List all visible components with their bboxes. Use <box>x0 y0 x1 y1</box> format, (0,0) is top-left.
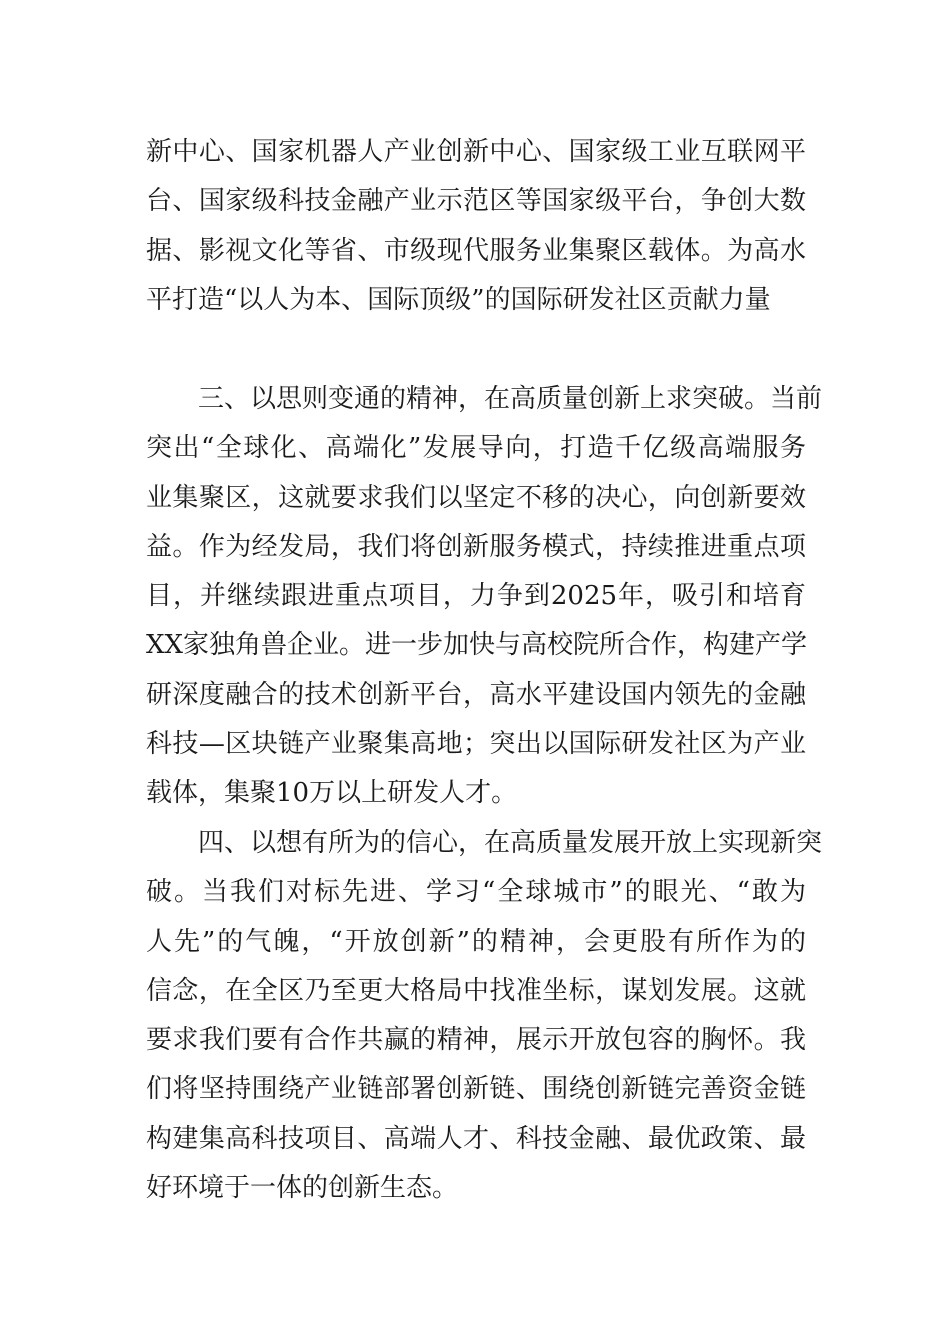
text-line: 要求我们要有合作共赢的精神，展示开放包容的胸怀。我 <box>146 1025 806 1056</box>
paragraph-continued <box>146 128 806 325</box>
text-line: 研深度融合的技术创新平台，高水平建设国内领先的金融 <box>146 679 806 710</box>
paragraph-section-4 <box>146 819 823 1213</box>
text-line: 人先”的气魄，“开放创新”的精神，会更股有所作为的 <box>146 926 806 957</box>
text-line: 破。当我们对标先进、学习“全球城市”的眼光、“敢为 <box>146 877 806 908</box>
text-line: 们将坚持围绕产业链部署创新链、围绕创新链完善资金链 <box>146 1074 806 1105</box>
text-line: 好环境于一体的创新生态。 <box>146 1173 459 1204</box>
text-line: 四、以想有所为的信心，在高质量发展开放上实现新突 <box>198 828 823 858</box>
text-line: 新中心、国家机器人产业创新中心、国家级工业互联网平 <box>146 137 806 167</box>
text-line: 目，并继续跟进重点项目，力争到2025年，吸引和培育 <box>146 581 806 612</box>
text-line: 台、国家级科技金融产业示范区等国家级平台，争创大数 <box>146 186 806 217</box>
text-line: 平打造“以人为本、国际顶级”的国际研发社区贡献力量 <box>146 284 771 315</box>
text-line: 益。作为经发局，我们将创新服务模式，持续推进重点项 <box>146 531 806 562</box>
text-line: 载体，集聚10万以上研发人才。 <box>146 778 518 809</box>
text-line: XX家独角兽企业。进一步加快与高校院所合作，构建产学 <box>146 630 808 661</box>
text-line: 信念，在全区乃至更大格局中找准坐标，谋划发展。这就 <box>146 975 806 1006</box>
text-line: 三、以思则变通的精神，在高质量创新上求突破。当前 <box>198 384 823 414</box>
text-line: 构建集高科技项目、高端人才、科技金融、最优政策、最 <box>146 1123 806 1154</box>
text-line: 据、影视文化等省、市级现代服务业集聚区载体。为高水 <box>146 235 806 266</box>
text-line: 业集聚区，这就要求我们以坚定不移的决心，向创新要效 <box>146 482 806 513</box>
text-line: 突出“全球化、高端化”发展导向，打造千亿级高端服务 <box>146 433 806 464</box>
paragraph-section-3 <box>146 375 823 819</box>
text-line: 科技—区块链产业聚集高地；突出以国际研发社区为产业 <box>146 729 806 760</box>
